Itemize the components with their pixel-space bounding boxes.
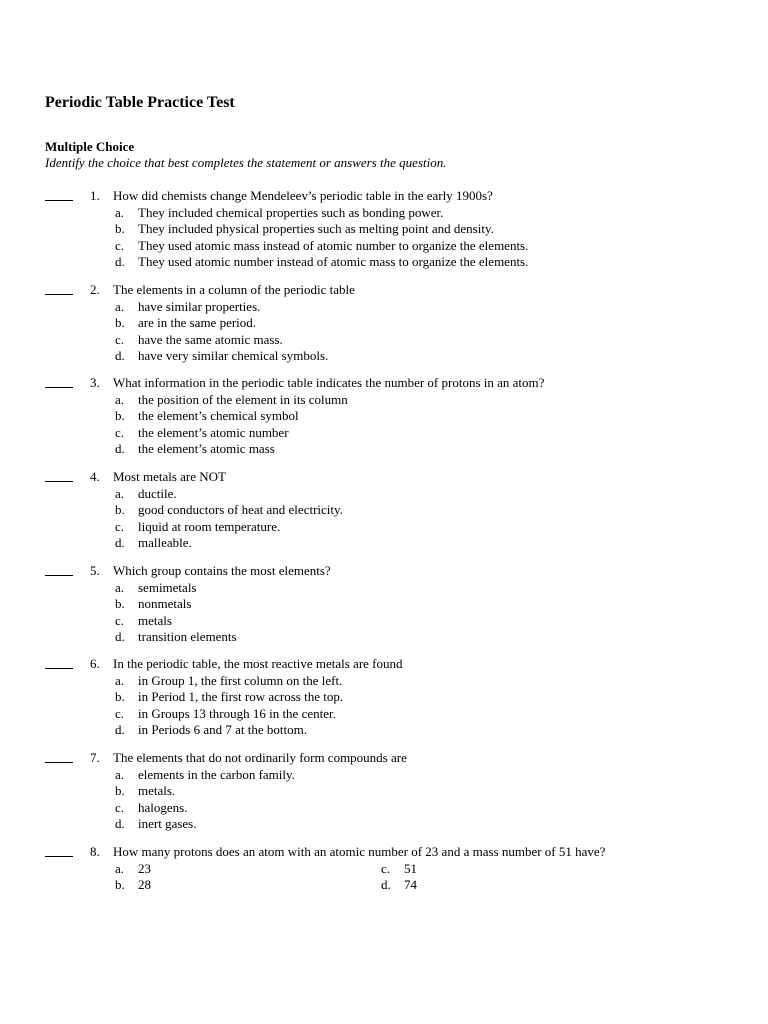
choice-text: the element’s atomic mass — [138, 441, 275, 456]
question-4 — [0, 469, 768, 552]
choice-text: liquid at room temperature. — [138, 518, 281, 534]
choice-a — [0, 767, 768, 784]
choice-text: They included chemical properties such as bonding power. — [138, 204, 444, 220]
choice-letter: d. — [115, 629, 125, 644]
choice-a — [0, 205, 768, 222]
choice-letter: d. — [115, 722, 125, 737]
choice-letter: c. — [115, 518, 125, 534]
choice-text: elements in the carbon family. — [138, 766, 295, 782]
choice-a — [0, 299, 768, 316]
choice-text: They used atomic mass instead of atomic number to organize the elements. — [138, 237, 529, 253]
question-7 — [0, 750, 768, 833]
choice-text: the element’s chemical symbol — [138, 408, 299, 423]
choice-text: nonmetals — [138, 596, 192, 611]
choice-row — [0, 861, 768, 878]
choice-letter: a. — [115, 766, 125, 782]
choice-letter: b. — [115, 689, 125, 704]
question-text: How did chemists change Mendeleev’s periodic table in the early 1900s? — [113, 188, 493, 203]
choice-d — [0, 722, 768, 739]
choice-text: ductile. — [138, 485, 177, 501]
question-text: In the periodic table, the most reactive metals are found — [113, 656, 403, 671]
question-number: 5. — [90, 563, 100, 578]
choice-letter: d. — [115, 348, 125, 363]
choice-text: They included physical properties such as melting point and density. — [138, 221, 494, 236]
question-text: Most metals are NOT — [113, 469, 227, 484]
choice-letter: a. — [115, 298, 125, 314]
choice-b — [0, 408, 768, 425]
choice-d — [0, 877, 768, 894]
answer-blank[interactable] — [45, 856, 73, 857]
choice-text: 51 — [404, 860, 417, 876]
choice-letter: b. — [115, 596, 125, 611]
choice-d — [0, 816, 768, 833]
question-number: 1. — [90, 188, 100, 203]
choice-text: 28 — [138, 877, 151, 892]
choice-letter: d. — [115, 816, 125, 831]
choice-letter: b. — [115, 408, 125, 423]
choice-a — [0, 392, 768, 409]
choice-d — [0, 441, 768, 458]
section-instructions: Identify the choice that best completes the statement or answers the question. — [45, 155, 447, 170]
choice-d — [0, 535, 768, 552]
question-number: 8. — [90, 844, 100, 859]
choice-letter: c. — [115, 612, 125, 628]
choice-c — [0, 519, 768, 536]
answer-blank[interactable] — [45, 200, 73, 201]
choice-letter: a. — [115, 860, 125, 876]
choice-a — [0, 673, 768, 690]
answer-blank[interactable] — [45, 387, 73, 388]
choice-letter: a. — [115, 391, 125, 407]
page-title: Periodic Table Practice Test — [45, 94, 235, 111]
question-2 — [0, 282, 768, 365]
choice-text: inert gases. — [138, 816, 197, 831]
choice-c — [0, 613, 768, 630]
choice-letter: d. — [115, 535, 125, 550]
choice-letter: b. — [115, 877, 125, 892]
question-1 — [0, 188, 768, 271]
choice-c — [0, 425, 768, 442]
choice-text: in Period 1, the first row across the top. — [138, 689, 344, 704]
choice-text: metals — [138, 612, 172, 628]
choice-text: have similar properties. — [138, 298, 261, 314]
choice-a — [0, 486, 768, 503]
choice-letter: d. — [115, 254, 125, 269]
answer-blank[interactable] — [45, 668, 73, 669]
choice-letter: b. — [115, 502, 125, 517]
choice-text: in Group 1, the first column on the left. — [138, 672, 343, 688]
choice-text: good conductors of heat and electricity. — [138, 502, 343, 517]
choice-text: are in the same period. — [138, 315, 257, 330]
choice-letter: d. — [381, 877, 391, 892]
choice-letter: c. — [115, 237, 125, 253]
choice-b — [0, 502, 768, 519]
choice-b — [0, 596, 768, 613]
choice-row — [0, 877, 768, 894]
answer-blank[interactable] — [45, 575, 73, 576]
choice-text: semimetals — [138, 579, 197, 595]
choice-c — [0, 861, 768, 878]
choice-c — [0, 706, 768, 723]
choice-c — [0, 238, 768, 255]
choice-letter: b. — [115, 783, 125, 798]
choice-text: 74 — [404, 877, 417, 892]
choice-text: have the same atomic mass. — [138, 331, 283, 347]
choice-text: in Groups 13 through 16 in the center. — [138, 705, 336, 721]
choice-letter: c. — [115, 705, 125, 721]
choice-c — [0, 800, 768, 817]
choice-text: They used atomic number instead of atomic mass to organize the elements. — [138, 254, 529, 269]
choice-text: halogens. — [138, 799, 188, 815]
question-text: Which group contains the most elements? — [113, 563, 331, 578]
choice-b — [0, 315, 768, 332]
choice-d — [0, 629, 768, 646]
choice-letter: a. — [115, 672, 125, 688]
choice-letter: c. — [115, 799, 125, 815]
answer-blank[interactable] — [45, 481, 73, 482]
choice-text: metals. — [138, 783, 176, 798]
question-number: 6. — [90, 656, 100, 671]
choice-c — [0, 332, 768, 349]
choice-d — [0, 348, 768, 365]
question-text: How many protons does an atom with an atomic number of 23 and a mass number of 51 have? — [113, 844, 606, 859]
choice-b — [0, 689, 768, 706]
choice-d — [0, 254, 768, 271]
choice-a — [0, 580, 768, 597]
answer-blank[interactable] — [45, 294, 73, 295]
choice-letter: a. — [115, 485, 125, 501]
choice-letter: c. — [115, 424, 125, 440]
question-number: 7. — [90, 750, 100, 765]
answer-blank[interactable] — [45, 762, 73, 763]
choice-b — [0, 221, 768, 238]
question-3 — [0, 375, 768, 458]
choice-text: transition elements — [138, 629, 237, 644]
choice-letter: c. — [115, 331, 125, 347]
question-number: 4. — [90, 469, 100, 484]
choice-text: have very similar chemical symbols. — [138, 348, 329, 363]
question-6 — [0, 656, 768, 739]
question-5 — [0, 563, 768, 646]
question-8 — [0, 844, 768, 894]
choice-letter: a. — [115, 204, 125, 220]
choice-letter: b. — [115, 315, 125, 330]
choice-text: the position of the element in its column — [138, 391, 348, 407]
choice-letter: a. — [115, 579, 125, 595]
question-text: The elements in a column of the periodic table — [113, 282, 355, 297]
question-text: The elements that do not ordinarily form compounds are — [113, 750, 407, 765]
choice-letter: c. — [381, 860, 391, 876]
section-heading: Multiple Choice — [45, 139, 135, 154]
choice-text: malleable. — [138, 535, 192, 550]
choice-letter: b. — [115, 221, 125, 236]
question-text: What information in the periodic table indicates the number of protons in an atom? — [113, 375, 545, 390]
question-number: 2. — [90, 282, 100, 297]
choice-text: the element’s atomic number — [138, 424, 289, 440]
choice-letter: d. — [115, 441, 125, 456]
choice-text: in Periods 6 and 7 at the bottom. — [138, 722, 307, 737]
choice-text: 23 — [138, 860, 151, 876]
choice-b — [0, 783, 768, 800]
question-number: 3. — [90, 375, 100, 390]
